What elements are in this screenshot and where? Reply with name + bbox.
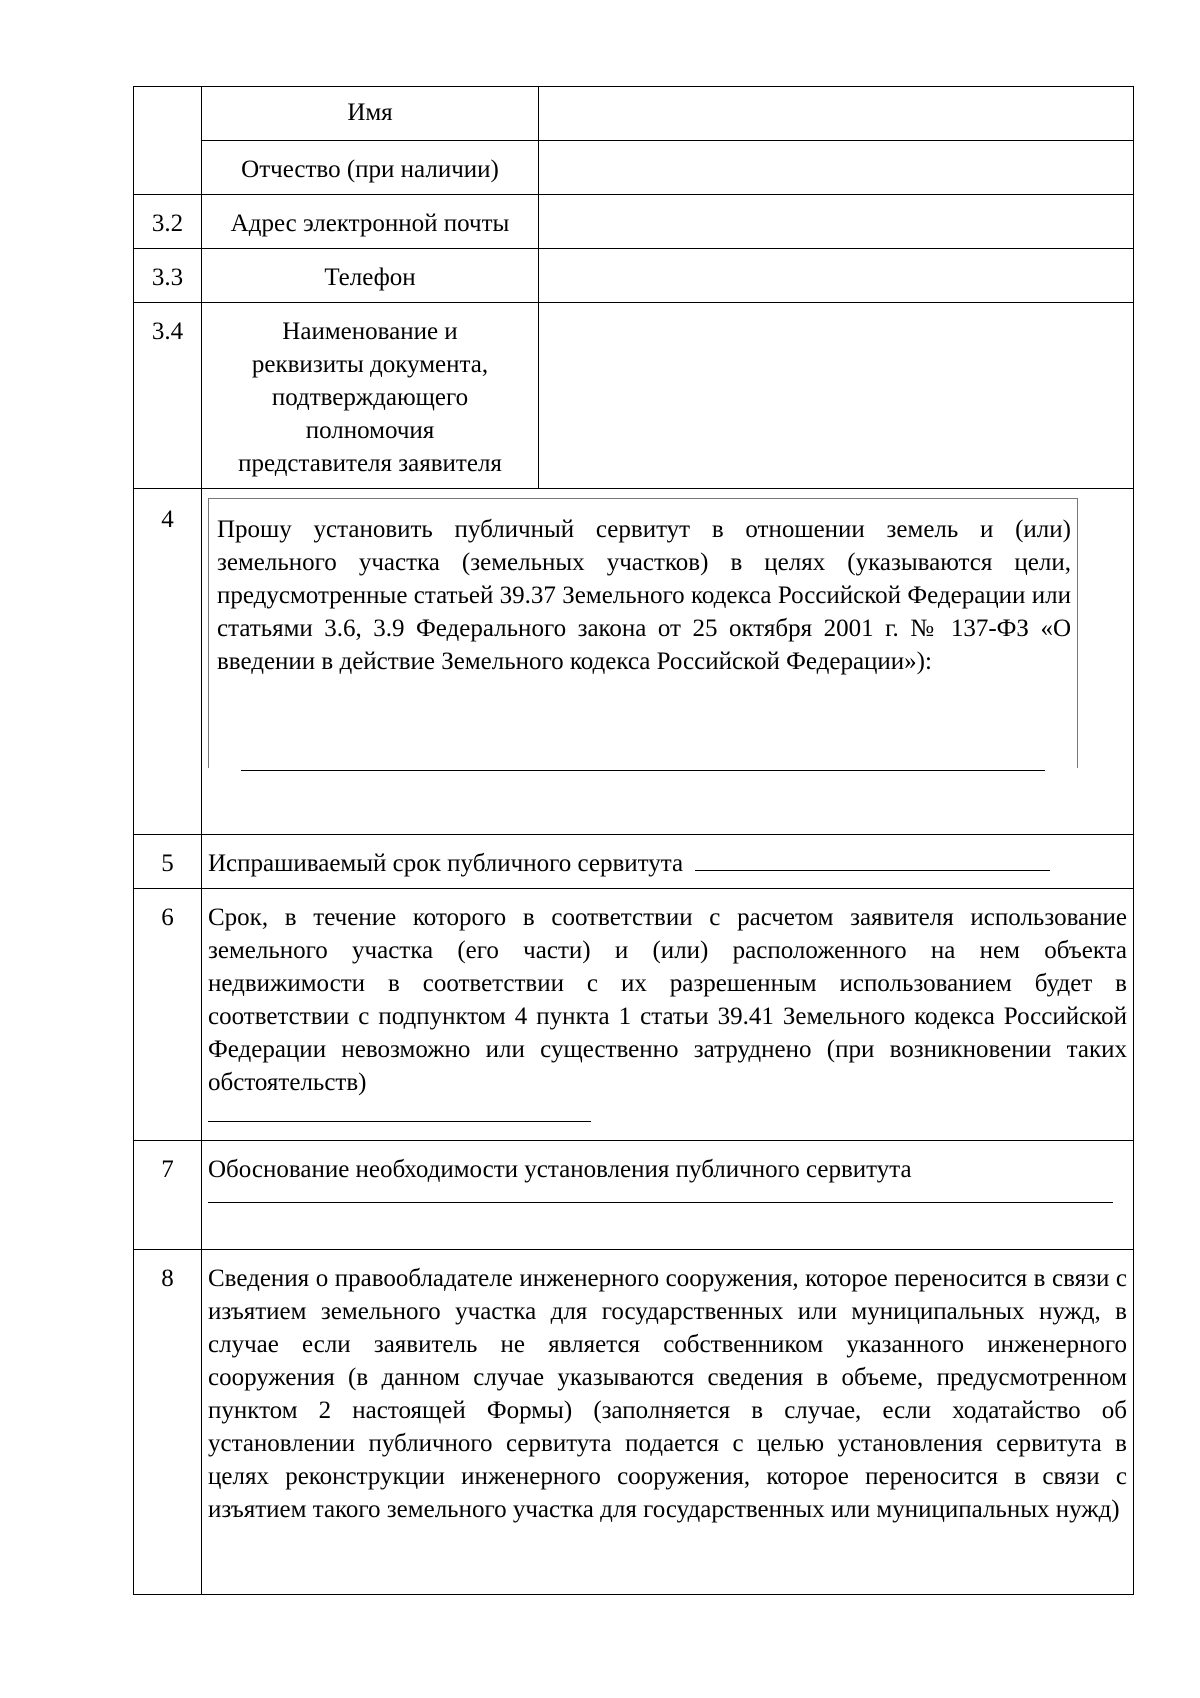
patronymic-label: Отчество (при наличии) xyxy=(202,141,539,195)
name-value-field[interactable] xyxy=(539,87,1134,141)
table-row-patronymic xyxy=(134,141,1134,195)
row-number-8: 8 xyxy=(134,1250,202,1595)
row-number-3-2: 3.2 xyxy=(134,195,202,249)
phone-label: Телефон xyxy=(202,249,539,303)
authority-document-label xyxy=(202,303,539,489)
rightholder-cell xyxy=(202,1250,1134,1595)
table-row-justification xyxy=(134,1141,1134,1250)
table-row-phone xyxy=(134,249,1134,303)
table-row-name xyxy=(134,87,1134,141)
authority-document-value-field[interactable] xyxy=(539,303,1134,489)
term-cell xyxy=(202,835,1134,889)
table-row-email xyxy=(134,195,1134,249)
rightholder-text: Сведения о правообладателе инженерного сооружения, которое переносится в связи с изъятием земельного участка для государственных или муниципальных нужд, в случае если заявитель не является собственником указанного инженерного сооружения (в данном случае указываются сведения в объеме, предусмотренном пунктом 2 настоящей Формы) (заполняется в случае, если ходатайство об установлении публичного сервитута подается с целью установления сервитута в целях реконструкции инженерного сооружения, которое переносится в связи с изъятием такого земельного участка для государственных или муниципальных нужд) xyxy=(208,1265,1127,1523)
difficulty-term-blank-line[interactable] xyxy=(208,1099,591,1122)
authority-document-label-line: подтверждающего xyxy=(271,384,469,411)
request-purpose-blank-line[interactable] xyxy=(241,770,1045,771)
justification-blank-line[interactable] xyxy=(208,1186,1113,1203)
authority-document-label-line: представителя заявителя xyxy=(238,450,502,477)
authority-document-label-line: полномочия xyxy=(305,417,435,444)
phone-value-field[interactable] xyxy=(539,249,1134,303)
term-text: Испрашиваемый срок публичного сервитута xyxy=(208,850,684,877)
request-cell xyxy=(202,489,1134,835)
petition-form-table xyxy=(133,86,1134,1595)
table-row-rightholder xyxy=(134,1250,1134,1595)
justification-cell xyxy=(202,1141,1134,1250)
row-number-4: 4 xyxy=(134,489,202,835)
request-text: Прошу установить публичный сервитут в отношении земель и (или) земельного участка (земельных участков) в целях (указываются цели, предусмотренные статьей 39.37 Земельного кодекса Российской Федерации или статьями 3.6, 3.9 Федерального закона от 25 октября 2001 г. № 137-ФЗ «О введении в действие Земельного кодекса Российской Федерации»): xyxy=(217,516,1071,675)
row-number-cell xyxy=(134,87,202,195)
table-row-term xyxy=(134,835,1134,889)
difficulty-term-cell xyxy=(202,889,1134,1141)
email-value-field[interactable] xyxy=(539,195,1134,249)
authority-document-label-line: Наименование и xyxy=(282,318,458,345)
email-label: Адрес электронной почты xyxy=(202,195,539,249)
row-number-3-3: 3.3 xyxy=(134,249,202,303)
term-blank-line[interactable] xyxy=(695,848,1050,871)
difficulty-term-text: Срок, в течение которого в соответствии с расчетом заявителя использование земельного участка (его части) и (или) расположенного на нем объекта недвижимости в соответствии с их разрешенным использованием будет в соответствии с подпунктом 4 пункта 1 статьи 39.41 Земельного кодекса Российской Федерации невозможно или существенно затруднено (при возникновении таких обстоятельств) xyxy=(208,904,1127,1096)
row-number-3-4: 3.4 xyxy=(134,303,202,489)
authority-document-label-line: реквизиты документа, xyxy=(251,351,489,378)
justification-text: Обоснование необходимости установления публичного сервитута xyxy=(208,1156,912,1183)
patronymic-value-field[interactable] xyxy=(539,141,1134,195)
name-label: Имя xyxy=(202,87,539,141)
row-number-5: 5 xyxy=(134,835,202,889)
request-text-box xyxy=(208,498,1078,768)
table-row-request xyxy=(134,489,1134,835)
table-row-difficulty-term xyxy=(134,889,1134,1141)
row-number-6: 6 xyxy=(134,889,202,1141)
row-number-7: 7 xyxy=(134,1141,202,1250)
table-row-authority-document xyxy=(134,303,1134,489)
